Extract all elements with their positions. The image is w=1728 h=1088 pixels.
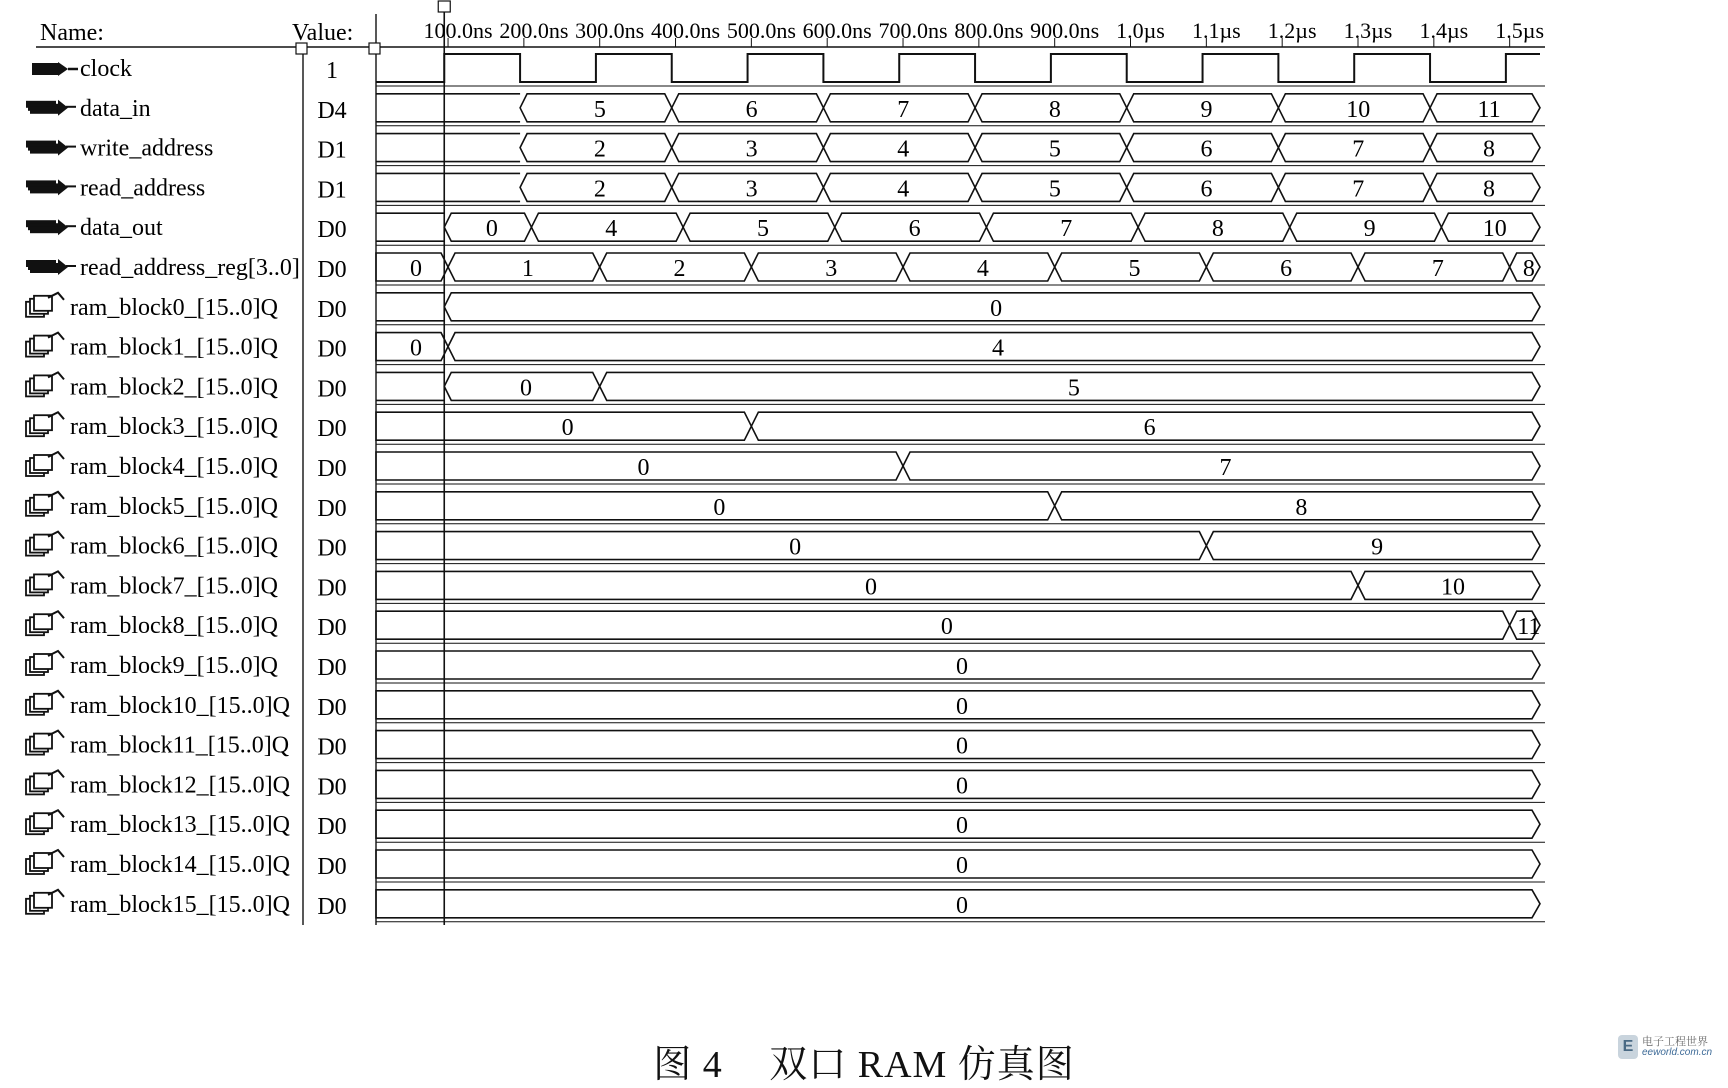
tick-label: 200.0ns (499, 18, 569, 43)
bus-value-label: 10 (1346, 96, 1371, 123)
bus-value-label: 0 (865, 574, 878, 601)
bus-value-label: 0 (410, 256, 423, 282)
tick-label: 1.2µs (1267, 18, 1317, 43)
tick-label: 1.1µs (1191, 18, 1241, 43)
bus-value-label: 0 (485, 216, 498, 243)
bus-value-label: 8 (1483, 176, 1496, 203)
output-bus-icon (26, 219, 76, 235)
bus-value-label: 6 (908, 216, 921, 243)
signal-name: ram_block15_[15..0]Q (70, 891, 290, 918)
bus-value-label: 0 (956, 892, 968, 919)
bus-value-label: 2 (673, 256, 686, 282)
input-bus-icon (26, 179, 76, 195)
watermark-en: eeworld.com.cn (1642, 1047, 1713, 1058)
signal-name: read_address_reg[3..0] (80, 255, 300, 281)
signal-value: D0 (317, 495, 347, 522)
tick-label: 900.0ns (1030, 18, 1100, 43)
tick-label: 1.3µs (1343, 18, 1393, 43)
bus-value-label: 2 (593, 176, 606, 203)
register-icon (26, 293, 64, 317)
signal-value: D1 (317, 177, 347, 204)
signal-value-column (317, 58, 346, 920)
signal-value: D0 (317, 456, 347, 482)
bus-value-label: 0 (956, 733, 968, 760)
register-icon (26, 571, 64, 595)
signal-value: D1 (317, 137, 347, 164)
bus-value-label: 2 (593, 136, 606, 163)
tick-label: 300.0ns (575, 18, 645, 43)
signal-name: ram_block3_[15..0]Q (70, 414, 278, 441)
bus-value-label: 6 (1143, 415, 1156, 442)
signal-name: data_out (80, 215, 163, 242)
signal-value: D0 (317, 336, 347, 363)
bus-idle-segment (376, 293, 444, 321)
register-icon (26, 532, 64, 556)
time-axis (40, 18, 1544, 47)
bus-value-label: 7 (1352, 176, 1365, 203)
input-bus-icon (26, 140, 76, 156)
figure-title: 双口 RAM 仿真图 (769, 1044, 1075, 1086)
bus-value-label: 3 (745, 136, 758, 163)
bus-value-label: 5 (1048, 176, 1061, 203)
signal-value: D0 (317, 535, 347, 562)
tick-label: 1.4µs (1419, 18, 1469, 43)
signal-value: D0 (317, 296, 347, 323)
signal-value: D0 (317, 575, 347, 602)
signal-value: D0 (317, 655, 347, 681)
bus-value-label: 4 (605, 216, 618, 243)
bus-value-label: 10 (1441, 574, 1466, 601)
register-icon (26, 691, 64, 715)
tick-label: 100.0ns (423, 18, 493, 43)
bus-value-label: 0 (637, 455, 650, 481)
signal-value: D0 (317, 814, 347, 841)
bus-value-label: 3 (745, 176, 758, 203)
signal-value: D0 (317, 774, 347, 801)
bus-value-label: 4 (976, 256, 989, 282)
bus-value-label: 5 (1128, 256, 1141, 282)
signal-value: D0 (317, 893, 347, 920)
bus-value-label: 11 (1517, 614, 1541, 641)
signal-value: D0 (317, 854, 347, 880)
bus-value-label: 0 (956, 853, 968, 879)
signal-name: ram_block14_[15..0]Q (70, 852, 290, 878)
bus-value-label: 9 (1200, 96, 1213, 123)
bus-value-label: 8 (1295, 494, 1308, 521)
register-icon (26, 770, 64, 794)
signal-name: ram_block11_[15..0]Q (70, 732, 290, 759)
register-icon (26, 372, 64, 396)
signal-name-column (26, 56, 300, 918)
signal-value: D0 (317, 615, 347, 642)
bus-value-label: 10 (1482, 216, 1507, 243)
bus-idle-segment (376, 94, 520, 122)
bus-value-label: 8 (1522, 256, 1535, 282)
signal-name: ram_block1_[15..0]Q (70, 334, 278, 361)
signal-value: D0 (317, 376, 347, 403)
bus-value-label: 8 (1483, 136, 1496, 163)
register-icon (26, 492, 64, 516)
bus-value-label: 4 (897, 176, 910, 203)
tick-label: 1.5µs (1495, 18, 1545, 43)
figure-caption (0, 1033, 1728, 1088)
tick-label: 500.0ns (726, 18, 796, 43)
bus-value-label: 0 (561, 415, 574, 442)
signal-name: ram_block5_[15..0]Q (70, 493, 278, 520)
signal-value: D0 (317, 217, 347, 244)
signal-name: ram_block6_[15..0]Q (70, 533, 278, 560)
bus-idle-segment (376, 372, 444, 400)
bus-value-label: 7 (1431, 256, 1444, 282)
signal-name: ram_block13_[15..0]Q (70, 812, 290, 839)
bus-value-label: 7 (1219, 455, 1232, 481)
signal-name: ram_block2_[15..0]Q (70, 374, 278, 401)
bus-value-label: 5 (756, 216, 769, 243)
signal-value: D0 (317, 734, 347, 761)
bus-value-label: 0 (956, 773, 968, 800)
bus-value-label: 7 (1060, 216, 1073, 243)
register-icon (26, 731, 64, 755)
bus-value-label: 6 (1280, 256, 1293, 282)
signal-name: ram_block9_[15..0]Q (70, 653, 278, 679)
register-icon (26, 810, 64, 834)
bus-value-label: 0 (519, 375, 532, 402)
tick-label: 600.0ns (802, 18, 872, 43)
bus-value-label: 6 (745, 96, 758, 123)
register-icon (26, 333, 64, 357)
tick-label: 700.0ns (878, 18, 948, 43)
value-column-header: Value: (292, 20, 354, 46)
bus-value-label: 9 (1363, 216, 1376, 243)
signal-name: ram_block8_[15..0]Q (70, 613, 278, 640)
bus-value-label: 0 (940, 614, 953, 641)
signal-value: D0 (317, 257, 347, 283)
clock-waveform (376, 54, 1540, 82)
bus-value-label: 6 (1200, 136, 1213, 163)
register-icon (26, 850, 64, 874)
bus-value-label: 1 (521, 256, 534, 282)
signal-name: write_address (80, 135, 214, 162)
bus-value-label: 5 (1067, 375, 1080, 402)
register-icon (26, 611, 64, 635)
tick-label: 400.0ns (650, 18, 721, 43)
bus-value-label: 0 (956, 693, 968, 720)
signal-name: clock (80, 56, 132, 82)
tick-label: 800.0ns (954, 18, 1024, 43)
bus-value-label: 0 (789, 534, 802, 561)
signal-value: D4 (317, 97, 347, 124)
signal-traces (376, 54, 1540, 919)
bus-value-label: 11 (1477, 96, 1501, 123)
bus-value-label: 4 (992, 335, 1005, 362)
signal-value: 1 (326, 58, 338, 84)
bus-value-label: 0 (410, 335, 423, 362)
tick-label: 1.0µs (1116, 18, 1165, 43)
bus-value-label: 0 (956, 813, 968, 840)
bus-value-label: 9 (1371, 534, 1384, 561)
input-bus-icon (26, 100, 76, 116)
signal-name: data_in (80, 95, 151, 122)
eeworld-logo-icon: E (1618, 1035, 1638, 1059)
bus-value-label: 0 (713, 494, 726, 521)
watermark-logo (1618, 1033, 1714, 1063)
signal-name: ram_block0_[15..0]Q (70, 294, 278, 321)
signal-name: read_address (80, 175, 206, 202)
column-handle (369, 43, 380, 54)
register-icon (26, 412, 64, 436)
signal-name: ram_block12_[15..0]Q (70, 772, 290, 799)
register-icon (26, 890, 64, 914)
bus-value-label: 5 (593, 96, 606, 123)
bus-value-label: 7 (1352, 136, 1365, 163)
watermark-cn: 电子工程世界 (1642, 1036, 1708, 1048)
bus-idle-segment (376, 134, 520, 162)
bus-value-label: 5 (1048, 136, 1061, 163)
signal-name: ram_block4_[15..0]Q (70, 454, 278, 480)
register-icon (26, 651, 64, 675)
bus-value-label: 0 (990, 295, 1003, 322)
signal-value: D0 (317, 416, 347, 443)
input-pin-icon (32, 62, 78, 76)
figure-number: 图 4 (653, 1044, 723, 1086)
name-column-header: Name: (40, 20, 104, 46)
output-bus-icon (26, 259, 76, 275)
bus-value-label: 6 (1200, 176, 1213, 203)
bus-value-label: 8 (1048, 96, 1061, 123)
bus-value-label: 8 (1211, 216, 1224, 243)
signal-name: ram_block7_[15..0]Q (70, 573, 278, 600)
register-icon (26, 452, 64, 476)
bus-value-label: 4 (897, 136, 910, 163)
bus-value-label: 7 (897, 96, 910, 123)
bus-idle-segment (376, 213, 444, 241)
time-cursor-handle (438, 1, 450, 12)
signal-value: D0 (317, 694, 347, 721)
bus-idle-segment (376, 173, 520, 201)
signal-name: ram_block10_[15..0]Q (70, 692, 290, 719)
bus-value-label: 3 (825, 256, 838, 282)
bus-value-label: 0 (956, 654, 968, 680)
